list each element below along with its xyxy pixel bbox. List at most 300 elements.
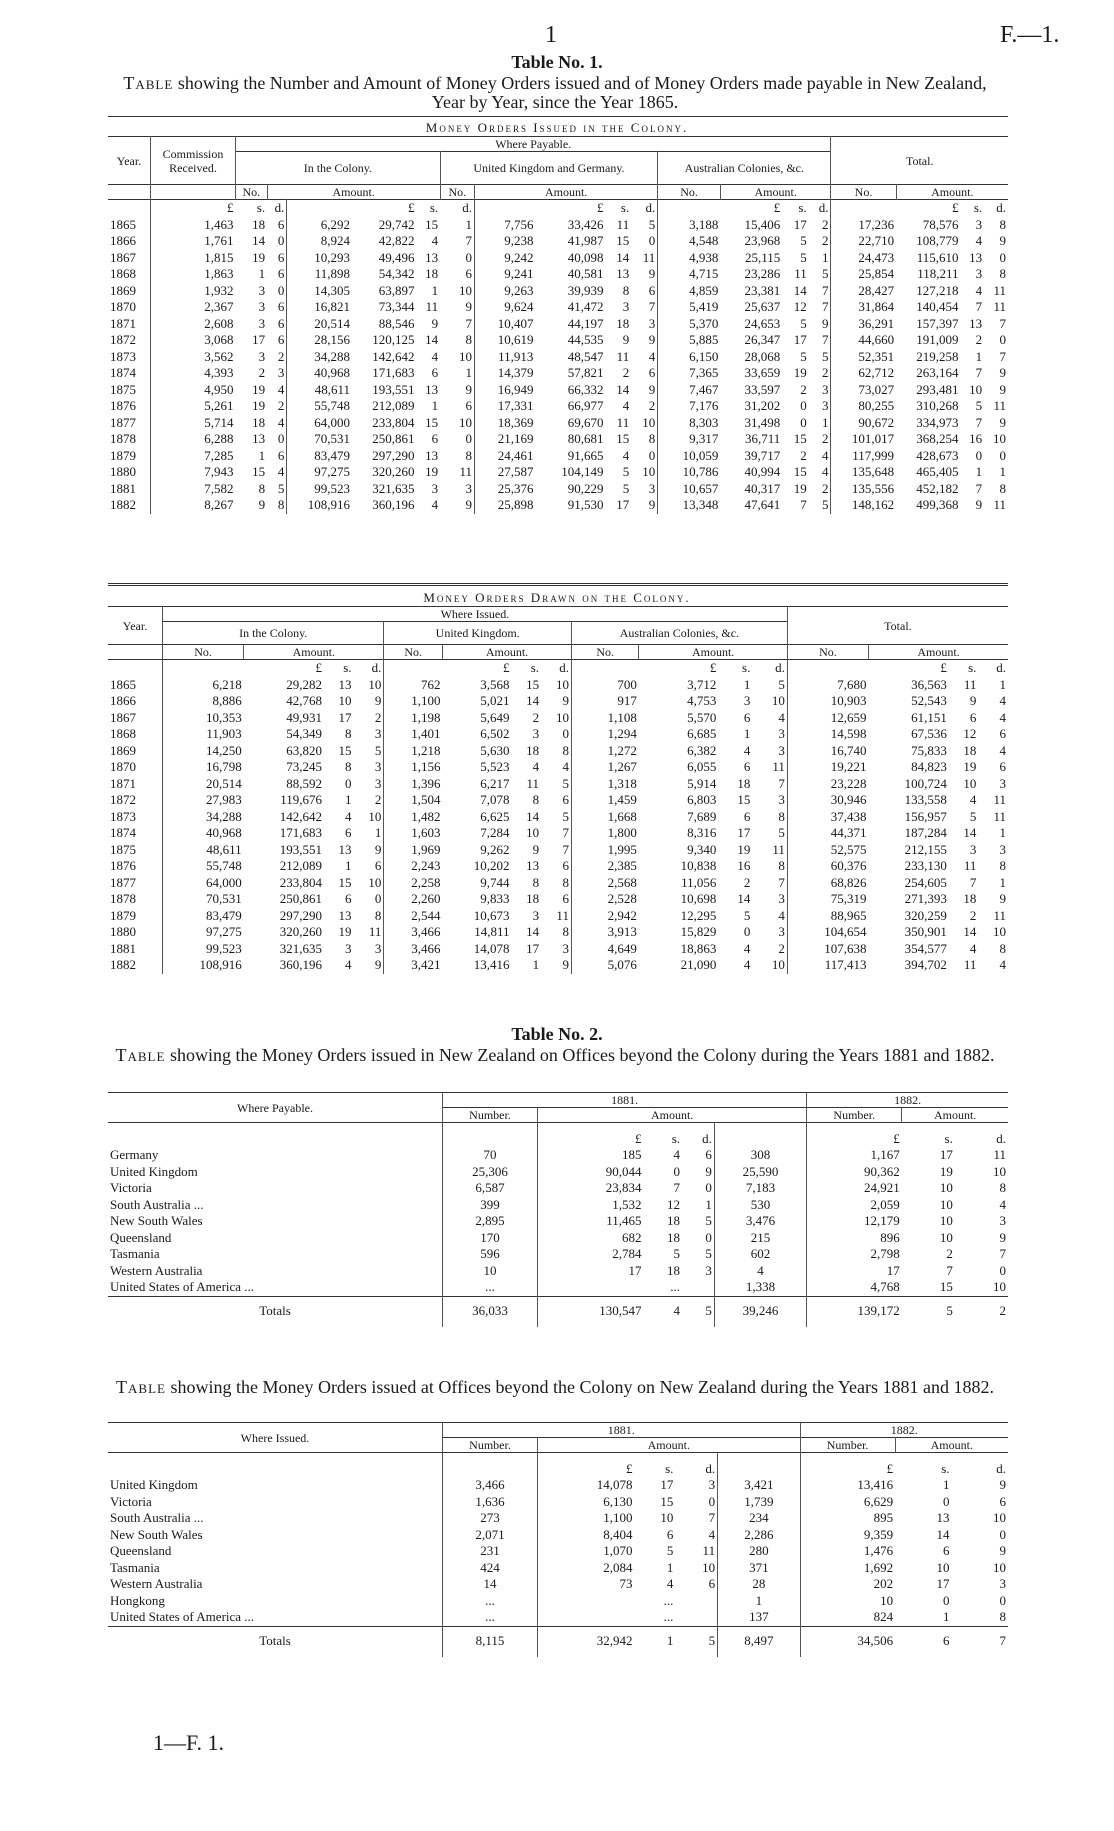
- row-year: 1868: [110, 726, 136, 741]
- table-cell: 6,217: [480, 775, 510, 791]
- unit-label: £: [800, 1453, 895, 1478]
- table-cell: 40,994: [744, 464, 781, 479]
- table-cell: 3: [778, 924, 785, 939]
- table-cell: 1: [743, 676, 751, 692]
- table-cell: 10: [702, 1559, 716, 1575]
- table-cell: 15: [616, 233, 630, 248]
- total-cell: 36,033: [443, 1296, 538, 1327]
- table-cell: 9,359: [800, 1527, 895, 1544]
- table-cell: 90,672: [831, 415, 896, 432]
- table-cell: 91,665: [567, 447, 604, 463]
- table-cell: 3: [778, 726, 785, 741]
- table-cell: 6: [277, 266, 285, 281]
- table-cell: 13,416: [473, 957, 510, 972]
- table-cell: 6: [943, 1543, 950, 1558]
- table-cell: 3,712: [687, 676, 717, 692]
- row-year: 1870: [110, 299, 136, 314]
- table-cell: 6,150: [658, 349, 721, 366]
- row-label: Western Australia: [110, 1262, 203, 1278]
- table-cell: 6,803: [687, 792, 717, 807]
- table2-caption: [105, 1046, 1005, 1065]
- table-cell: 108,916: [163, 957, 244, 974]
- table-cell: 13: [936, 1510, 950, 1525]
- table-cell: 8: [562, 742, 569, 758]
- table-cell: 2,243: [384, 858, 443, 875]
- table-cell: 10: [526, 825, 540, 840]
- table-row: [108, 464, 1008, 481]
- table-cell: 17,236: [831, 217, 896, 234]
- table-cell: 2: [374, 792, 382, 807]
- table-cell: 185: [538, 1147, 644, 1164]
- table-cell: 84,823: [911, 759, 947, 774]
- table-cell: ...: [663, 1592, 674, 1608]
- total-cell: 6: [943, 1633, 950, 1649]
- table-cell: 8: [562, 874, 569, 890]
- table-cell: 7,680: [787, 677, 868, 694]
- table-cell: 5,649: [480, 709, 510, 725]
- table-cell: 271,393: [904, 891, 947, 906]
- table3-caption: [105, 1378, 1005, 1397]
- table-cell: 1,932: [151, 283, 236, 300]
- table-cell: 14: [793, 282, 807, 298]
- table-cell: 17: [737, 825, 751, 840]
- table-cell: 5: [705, 1213, 712, 1228]
- table-cell: 3: [778, 742, 785, 758]
- table-cell: 18: [526, 742, 540, 758]
- table-cell: 14,379: [474, 365, 535, 382]
- table-cell: 0: [800, 398, 807, 413]
- table-cell: 12: [793, 299, 807, 314]
- issued-table-body: [108, 200, 1008, 514]
- table-cell: 9: [431, 315, 439, 331]
- row-year: 1880: [110, 464, 136, 479]
- table-cell: 0: [943, 1493, 950, 1509]
- table-cell: 14,250: [163, 743, 244, 760]
- table-cell: 6: [431, 431, 439, 446]
- table-cell: 15: [425, 414, 439, 430]
- table-cell: 90,362: [807, 1164, 902, 1181]
- row-year: 1865: [110, 676, 136, 692]
- table-cell: [538, 1279, 644, 1296]
- total-cell: 5: [946, 1303, 953, 1319]
- table-cell: 4: [648, 348, 656, 364]
- table2: [108, 1092, 1008, 1327]
- table-cell: 4: [999, 742, 1006, 758]
- table-row: [108, 677, 1008, 694]
- drawn-no-aus: No.: [571, 645, 638, 660]
- table-cell: 6: [465, 398, 472, 413]
- table-cell: 3: [969, 841, 977, 857]
- table-cell: 11: [526, 775, 540, 791]
- unit-label: s.: [620, 200, 630, 215]
- unit-label: £: [940, 660, 947, 675]
- table-cell: 1,482: [384, 809, 443, 826]
- table-cell: 3: [648, 315, 656, 331]
- table-cell: 7,467: [658, 382, 721, 399]
- table-cell: 31,498: [744, 414, 781, 430]
- table-row: [108, 217, 1008, 234]
- table-cell: 5: [277, 480, 285, 496]
- table-cell: 18: [252, 216, 266, 232]
- table3-number-1881: Number.: [443, 1438, 538, 1453]
- unit-label: d.: [702, 1130, 712, 1146]
- table-row: [108, 316, 1008, 333]
- table-cell: 7,582: [151, 481, 236, 498]
- table-cell: 6: [999, 759, 1006, 774]
- table-cell: 13: [969, 315, 983, 331]
- table-cell: 5,021: [480, 693, 510, 708]
- table-cell: 4,649: [571, 941, 638, 958]
- row-year: 1866: [110, 693, 136, 708]
- unit-label: s.: [798, 200, 807, 215]
- table-cell: 8: [622, 282, 630, 298]
- table-cell: 6: [708, 1576, 716, 1591]
- row-year: 1878: [110, 891, 136, 906]
- row-year: 1869: [110, 742, 136, 758]
- table-cell: 14: [526, 693, 540, 708]
- table-cell: 33,659: [744, 365, 781, 380]
- table-cell: 9: [374, 957, 382, 972]
- table-cell: 1,692: [800, 1560, 895, 1577]
- table-cell: 5: [622, 464, 630, 479]
- table-row: [108, 908, 1008, 925]
- table-cell: 7: [975, 365, 983, 380]
- table-cell: 11: [616, 348, 630, 364]
- unit-label: d.: [996, 1460, 1006, 1476]
- table-cell: 596: [443, 1246, 538, 1263]
- table-cell: 2: [622, 365, 630, 380]
- drawn-header-where-issued: Where Issued.: [163, 607, 788, 622]
- table-cell: 360,196: [279, 957, 322, 972]
- table-cell: 0: [673, 1163, 681, 1179]
- table-cell: 7: [708, 1510, 716, 1525]
- table-cell: 73,027: [831, 382, 896, 399]
- table-cell: 49,496: [378, 249, 415, 265]
- table-cell: 212,089: [372, 398, 415, 413]
- drawn-table: [108, 606, 1008, 974]
- table-cell: 9: [258, 497, 266, 512]
- table-cell: 7: [800, 497, 807, 512]
- table-cell: 40,968: [163, 825, 244, 842]
- table-cell: 63,897: [378, 282, 415, 298]
- table-cell: 9: [999, 1477, 1006, 1492]
- drawn-table-body: [108, 660, 1008, 974]
- table-cell: 52,543: [911, 693, 947, 708]
- table-cell: 8: [562, 924, 569, 939]
- row-year: 1881: [110, 940, 136, 956]
- row-year: 1870: [110, 759, 136, 774]
- table-cell: 7: [562, 841, 569, 857]
- table-cell: 13: [616, 266, 630, 281]
- table-cell: 15: [616, 431, 630, 446]
- table-cell: 24,653: [744, 315, 781, 331]
- table-cell: 233,130: [904, 858, 947, 873]
- table-cell: 4: [622, 447, 630, 463]
- table-cell: 29,282: [286, 676, 322, 692]
- table-cell: 7,183: [714, 1180, 806, 1197]
- table-cell: 8: [374, 907, 382, 923]
- table-cell: 10: [936, 1559, 950, 1575]
- table-cell: 15,829: [680, 924, 717, 939]
- table-cell: 3: [999, 1576, 1006, 1591]
- table-cell: 14: [443, 1576, 538, 1593]
- table-cell: 5: [800, 315, 807, 331]
- unit-label: d.: [775, 660, 785, 675]
- table-cell: 19: [963, 759, 977, 774]
- row-year: 1876: [110, 398, 136, 413]
- table-cell: 5: [673, 1246, 681, 1261]
- table-cell: 7,943: [151, 464, 236, 481]
- table-cell: 23,834: [538, 1180, 644, 1197]
- table-cell: 28,427: [831, 283, 896, 300]
- table-row: [108, 382, 1008, 399]
- table-cell: 3: [743, 693, 751, 708]
- unit-label: £: [807, 1123, 902, 1148]
- table-cell: 10: [458, 282, 472, 298]
- table-cell: 5: [648, 216, 656, 232]
- row-year: 1877: [110, 414, 136, 430]
- table-cell: 6,292: [287, 217, 352, 234]
- drawn-section-title: Money Orders Drawn on the Colony.: [423, 590, 691, 605]
- table-cell: 73: [538, 1576, 635, 1593]
- table-row: [108, 858, 1008, 875]
- table-cell: 10: [368, 808, 382, 824]
- table-cell: 14: [526, 808, 540, 824]
- table-row: [108, 1279, 1008, 1296]
- table-cell: 5: [743, 907, 751, 923]
- table-cell: 233,804: [279, 874, 322, 890]
- table-cell: 1,761: [151, 233, 236, 250]
- table-cell: 11: [993, 497, 1006, 512]
- drawn-amount-total: Amount.: [869, 645, 1008, 660]
- unit-label: £: [407, 200, 415, 215]
- table-cell: 6: [743, 709, 751, 725]
- table-cell: 360,196: [372, 497, 415, 512]
- table-cell: 19: [338, 924, 352, 939]
- table-cell: 9: [562, 693, 569, 708]
- table-cell: 6: [277, 332, 285, 347]
- table-cell: 2: [946, 1246, 953, 1261]
- table-cell: 202: [800, 1576, 895, 1593]
- table-cell: 17: [793, 216, 807, 232]
- total-cell: 5: [705, 1303, 712, 1319]
- table-cell: 8: [999, 266, 1006, 281]
- table-cell: 6: [743, 808, 751, 824]
- table-cell: 60,376: [787, 858, 868, 875]
- table-cell: 280: [718, 1543, 801, 1560]
- table-row: [108, 1609, 1008, 1626]
- table-cell: 11,903: [163, 726, 244, 743]
- table-cell: 12,179: [807, 1213, 902, 1230]
- table-cell: 8: [345, 759, 352, 774]
- table-cell: 8,404: [538, 1527, 635, 1544]
- table-cell: 100,724: [904, 775, 947, 791]
- table-cell: 10,293: [287, 250, 352, 267]
- table-cell: 4: [969, 792, 977, 807]
- table-cell: 5: [821, 497, 829, 512]
- table-cell: 11: [993, 1147, 1006, 1162]
- issued-no-uk: No.: [440, 185, 474, 200]
- table-cell: 3: [258, 282, 266, 298]
- table-cell: 5,570: [687, 709, 717, 725]
- table-cell: 5,523: [480, 759, 510, 774]
- table-cell: 90,229: [567, 480, 604, 496]
- table-cell: 1: [975, 348, 983, 364]
- table2-amount-1882: Amount.: [902, 1108, 1008, 1123]
- totals-label: Totals: [259, 1303, 291, 1319]
- table-cell: 0: [999, 332, 1006, 347]
- table-cell: 8: [999, 858, 1006, 873]
- table-cell: 29,742: [378, 216, 415, 232]
- table-cell: 13: [338, 907, 352, 923]
- table-cell: 2: [778, 940, 785, 956]
- table-cell: 1: [258, 266, 266, 281]
- table-cell: 33,597: [744, 381, 781, 397]
- row-year: 1868: [110, 266, 136, 281]
- table-cell: 10,786: [658, 464, 721, 481]
- table-cell: 8: [532, 874, 540, 890]
- table-cell: 135,556: [831, 481, 896, 498]
- table-cell: 424: [443, 1560, 538, 1577]
- table2-caption-text: showing the Money Orders issued in New Zealand on Offices beyond the Colony during the Years 1881 and 1882.: [169, 1045, 995, 1065]
- table-cell: 11: [993, 792, 1006, 807]
- table-cell: 8: [345, 726, 352, 741]
- table-row: [108, 1576, 1008, 1593]
- table-cell: 17: [338, 709, 352, 725]
- table-cell: 10,619: [474, 332, 535, 349]
- table-cell: 0: [708, 1493, 716, 1509]
- table-cell: 1,636: [443, 1494, 538, 1511]
- table-cell: 10,903: [787, 693, 868, 710]
- table-cell: 3: [258, 299, 266, 314]
- table-row: [108, 1147, 1008, 1164]
- table-cell: 91,530: [567, 497, 604, 512]
- table-cell: 4: [532, 759, 540, 774]
- table-cell: 18: [616, 315, 630, 331]
- row-year: 1874: [110, 825, 136, 840]
- table-row: [108, 1197, 1008, 1214]
- table-cell: 10: [368, 874, 382, 890]
- table-cell: 9,262: [480, 841, 510, 857]
- drawn-amount-uk: Amount.: [443, 645, 572, 660]
- table-cell: 1: [705, 1196, 712, 1212]
- unit-label: s.: [968, 660, 977, 675]
- table-cell: 1,070: [538, 1543, 635, 1560]
- table-cell: 7: [465, 315, 472, 331]
- table-cell: 231: [443, 1543, 538, 1560]
- table-cell: 1,995: [571, 842, 638, 859]
- table-cell: 371: [718, 1560, 801, 1577]
- table-cell: 80,681: [567, 431, 604, 446]
- table2-body: [108, 1123, 1008, 1327]
- table-cell: 48,611: [287, 382, 352, 399]
- table-row: [108, 792, 1008, 809]
- table-cell: 23,228: [787, 776, 868, 793]
- table-cell: 14,811: [474, 924, 510, 939]
- table-cell: 34,288: [163, 809, 244, 826]
- table-cell: 13: [425, 381, 439, 397]
- table-cell: 63,820: [286, 742, 322, 758]
- table-cell: 1: [431, 398, 439, 413]
- row-year: 1881: [110, 480, 136, 496]
- table-cell: 40,581: [567, 266, 604, 281]
- table-cell: 4: [431, 233, 439, 248]
- table-row: [108, 415, 1008, 432]
- table-row: [108, 809, 1008, 826]
- table-cell: 0: [943, 1592, 950, 1608]
- table3-body: [108, 1453, 1008, 1657]
- table-cell: 13,348: [658, 497, 721, 514]
- table-cell: 44,371: [787, 825, 868, 842]
- table-cell: 9: [999, 365, 1006, 380]
- table-cell: 6,130: [538, 1494, 635, 1511]
- issued-amount-colony: Amount.: [267, 185, 440, 200]
- table-cell: 321,635: [372, 480, 415, 496]
- table-cell: 30,946: [787, 792, 868, 809]
- table-cell: 11: [616, 414, 630, 430]
- table-cell: 2: [821, 216, 829, 232]
- table-cell: 75,833: [911, 742, 947, 758]
- table-cell: 2: [258, 365, 266, 380]
- table-cell: 11: [425, 299, 439, 314]
- drawn-amount-colony: Amount.: [244, 645, 384, 660]
- table-cell: 2: [800, 447, 807, 463]
- table-cell: 5: [562, 808, 569, 824]
- table-cell: 2: [975, 332, 983, 347]
- table-cell: 10: [969, 381, 983, 397]
- table-cell: 13: [526, 858, 540, 873]
- table-cell: 7: [975, 299, 983, 314]
- unit-label: s.: [429, 200, 439, 215]
- table-cell: 18: [425, 266, 439, 281]
- table-cell: 6: [277, 216, 285, 232]
- table-cell: 5,714: [151, 415, 236, 432]
- table-cell: 148,162: [831, 497, 896, 514]
- table-cell: 17: [660, 1477, 674, 1492]
- table-cell: 10,407: [474, 316, 535, 333]
- table-cell: 15,406: [744, 216, 781, 232]
- table1-title: Table No. 1.: [511, 52, 603, 72]
- issued-amount-total: Amount.: [896, 185, 1008, 200]
- table-cell: 9: [465, 497, 472, 512]
- row-year: 1871: [110, 775, 136, 791]
- issued-header-australia: Australian Colonies, &c.: [658, 152, 831, 185]
- table-cell: 9: [622, 332, 630, 347]
- table-cell: 4: [431, 348, 439, 364]
- row-label: New South Wales: [110, 1526, 203, 1542]
- table-cell: 1: [345, 792, 352, 807]
- table-cell: 2: [277, 348, 285, 364]
- table-cell: 4,548: [658, 233, 721, 250]
- drawn-header-uk: United Kingdom.: [384, 622, 572, 645]
- unit-label: s.: [530, 660, 540, 675]
- total-cell: 4: [673, 1303, 681, 1319]
- table-cell: 14: [425, 332, 439, 347]
- table2-number-1881: Number.: [443, 1108, 538, 1123]
- issued-no-aus: No.: [658, 185, 721, 200]
- table-cell: 171,683: [279, 825, 322, 840]
- table-cell: 2,798: [807, 1246, 902, 1263]
- table-cell: 36,711: [745, 431, 781, 446]
- table-cell: 3: [999, 841, 1006, 857]
- table-cell: 14,598: [787, 726, 868, 743]
- table-cell: 6: [374, 858, 382, 873]
- table-cell: 350,901: [904, 924, 947, 939]
- table-cell: 8: [465, 447, 472, 463]
- table-cell: 73,344: [378, 299, 415, 314]
- table-cell: 2,608: [151, 316, 236, 333]
- total-cell: 8,497: [718, 1626, 801, 1657]
